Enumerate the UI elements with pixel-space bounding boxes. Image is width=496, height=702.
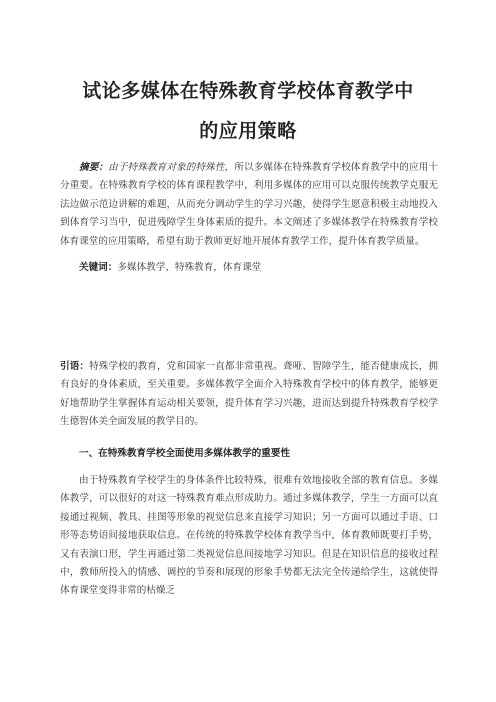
keywords-paragraph bbox=[60, 259, 438, 277]
intro-paragraph bbox=[60, 358, 438, 432]
title-line-1: 试论多媒体在特殊教育学校体育教学中 bbox=[82, 80, 414, 102]
abstract-italic-lead: 由于特殊教育对象的特殊性， bbox=[108, 162, 235, 173]
section-body-paragraph: 由于特殊教育学校学生的身体条件比较特殊，很难有效地接收全部的教育信息。多媒体教学，可以很好的对这一特殊教育难点形成助力。通过多媒体教学，学生一方面可以直接通过视频、教具、挂图等形象的视觉信息来直接学习知识；另一方面可以通过手语、口形等态势语间接地获取信息。在传统的特殊教学校体育教学当中，体育教师既要打手势，又有表演口形，学生再通过第二类视觉信息间接地学习知识。但是在知识信息的接收过程中，教师所投入的情感、调控的节奏和展现的形象手势都无法完全传递给学生，这就使得体育课堂变得非常的枯燥乏 bbox=[60, 475, 438, 597]
keywords-label: 关键词： bbox=[79, 262, 118, 273]
abstract-label: 摘要： bbox=[79, 162, 109, 173]
intro-text: 特殊学校的教育，党和国家一直都非常重视。聋哑、智障学生，能否健康成长，拥有良好的身体素质，至关重要。多媒体教学全面介入特殊教育学校中的体育教学，能够更好地帮助学生掌握体育运动相关要领，提升体育学习兴趣，进而达到提升特殊教育学校学生德智体美全面发展的教学目的。 bbox=[60, 361, 439, 428]
intro-label: 引语： bbox=[60, 361, 90, 372]
abstract-paragraph bbox=[60, 159, 438, 251]
section-heading: 一、在特殊教育学校全面使用多媒体教学的重要性 bbox=[79, 448, 291, 459]
keywords-text: 多媒体教学、特殊教育，体育课堂 bbox=[117, 262, 262, 273]
abstract-text: 所以多媒体在特殊教育学校体育教学中的应用十分重要。在特殊教育学校的体育课程教学中，利用多媒体的应用可以克服传统教学克服无法边做示范边讲解的难题，从而充分调动学生的学习兴趣，使得学生愿意积极主动地投入到体育学习当中，促进残障学生身体素质的提升。本文阐述了多媒体教学在特殊教育学校体育课堂的应用策略，希望有助于教师更好地开展体育教学工作，提升体育教学质量。 bbox=[60, 162, 439, 247]
title-line-2: 的应用策略 bbox=[199, 120, 297, 142]
